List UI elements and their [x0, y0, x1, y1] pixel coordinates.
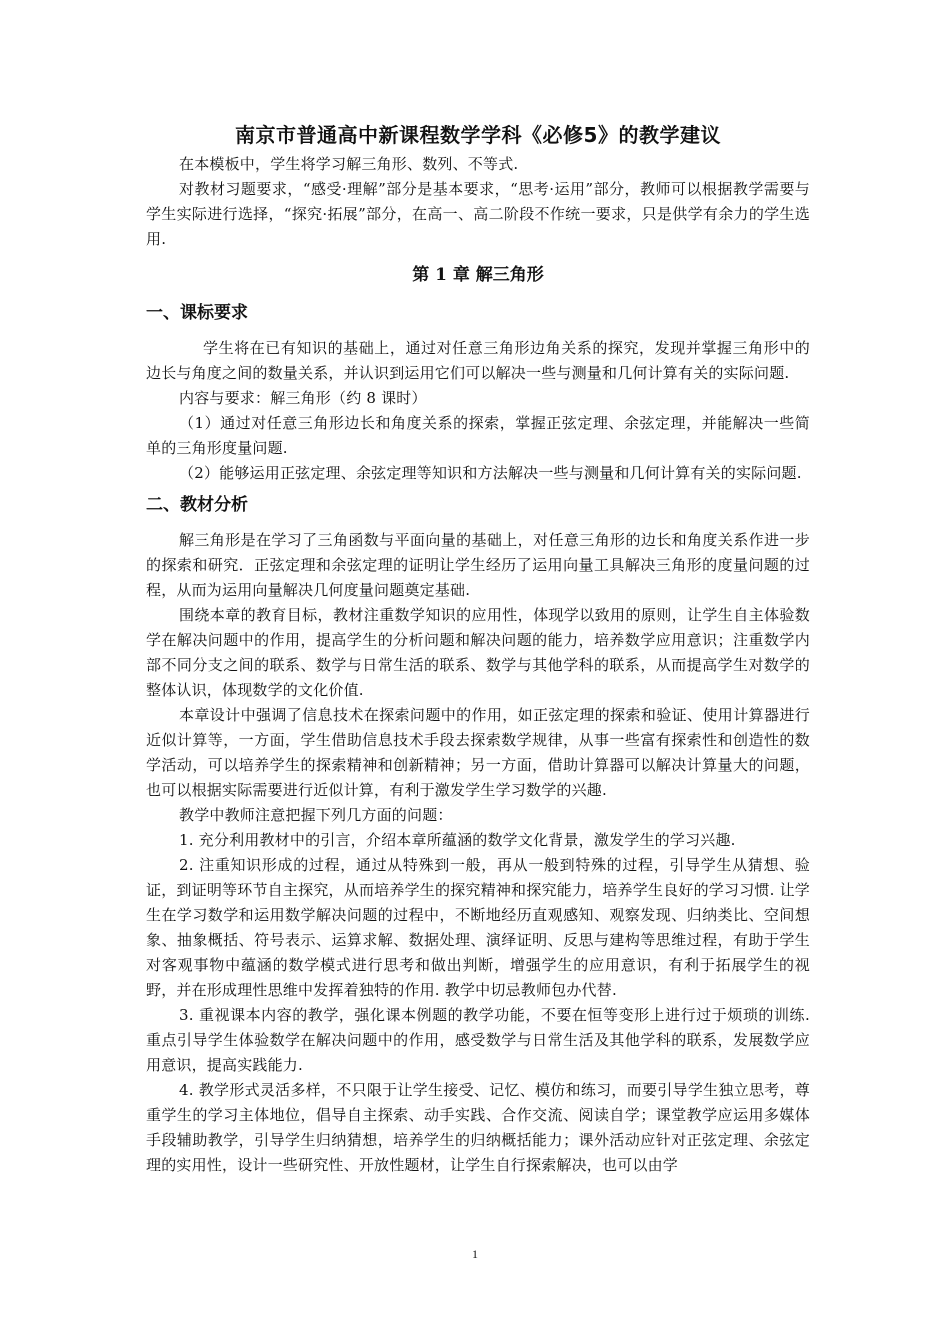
- intro-paragraph: 对教材习题要求，“感受·理解”部分是基本要求，“思考·运用”部分，教师可以根据教学需要与学生实际进行选择，“探究·拓展”部分，在高一、高二阶段不作统一要求，只是供学有余力的学生选用.: [146, 180, 810, 248]
- body-paragraph: 围绕本章的教育目标，教材注重数学知识的应用性，体现学以致用的原则，让学生自主体验数学在解决问题中的作用，提高学生的分析问题和解决问题的能力，培养数学应用意识；注重数学内部不同分支之间的联系、数学与日常生活的联系、数学与其他学科的联系，从而提高学生对数学的整体认识，体现数学的文化价值.: [146, 606, 810, 699]
- section-heading-textbook-analysis: 二、教材分析: [146, 495, 248, 515]
- body-paragraph: （2）能够运用正弦定理、余弦定理等知识和方法解决一些与测量和几何计算有关的实际问题.: [179, 464, 802, 482]
- body-paragraph: 内容与要求：解三角形（约 8 课时）: [179, 389, 427, 407]
- body-paragraph: 学生将在已有知识的基础上，通过对任意三角形边角关系的探究，发现并掌握三角形中的边长与角度之间的数量关系，并认识到运用它们可以解决一些与测量和几何计算有关的实际问题.: [146, 339, 810, 382]
- body-paragraph: 解三角形是在学习了三角函数与平面向量的基础上，对任意三角形的边长和角度关系作进一步的探索和研究．正弦定理和余弦定理的证明让学生经历了运用向量工具解决三角形的度量问题的过程，从而为运用向量解决几何度量问题奠定基础.: [146, 531, 810, 599]
- intro-paragraph: 在本模板中，学生将学习解三角形、数列、不等式.: [179, 155, 519, 173]
- body-paragraph: （1）通过对任意三角形边长和角度关系的探索，掌握正弦定理、余弦定理，并能解决一些简单的三角形度量问题.: [146, 414, 810, 457]
- list-item: 4. 教学形式灵活多样，不只限于让学生接受、记忆、模仿和练习，而要引导学生独立思考，尊重学生的学习主体地位，倡导自主探索、动手实践、合作交流、阅读自学；课堂教学应运用多媒体手段辅助教学，引导学生归纳猜想，培养学生的归纳概括能力；课外活动应针对正弦定理、余弦定理的实用性，设计一些研究性、开放性题材，让学生自行探索解决，也可以由学: [146, 1081, 810, 1174]
- list-item: 1. 充分利用教材中的引言，介绍本章所蕴涵的数学文化背景，激发学生的学习兴趣.: [179, 831, 736, 849]
- document-title: 南京市普通高中新课程数学学科《必修5》的教学建议: [235, 123, 721, 147]
- body-paragraph: 教学中教师注意把握下列几方面的问题：: [179, 806, 453, 824]
- page-number: 1: [472, 1247, 478, 1261]
- section-heading-curriculum: 一、课标要求: [146, 303, 248, 323]
- body-paragraph: 本章设计中强调了信息技术在探索问题中的作用，如正弦定理的探索和验证、使用计算器进行近似计算等，一方面，学生借助信息技术手段去探索数学规律，从事一些富有探索性和创造性的数学活动，可以培养学生的探索精神和创新精神；另一方面，借助计算器可以解决计算量大的问题，也可以根据实际需要进行近似计算，有利于激发学生学习数学的兴趣.: [146, 706, 810, 799]
- list-item: 3. 重视课本内容的教学，强化课本例题的教学功能，不要在恒等变形上进行过于烦琐的训练. 重点引导学生体验数学在解决问题中的作用，感受数学与日常生活及其他学科的联系，发展数学应用意识，提高实践能力.: [146, 1006, 810, 1074]
- chapter-title: 第 1 章 解三角形: [412, 265, 544, 285]
- document-page: [146, 118, 810, 1178]
- list-item: 2. 注重知识形成的过程，通过从特殊到一般，再从一般到特殊的过程，引导学生从猜想、验证，到证明等环节自主探究，从而培养学生的探究精神和探究能力，培养学生良好的学习习惯. 让学生在学习数学和运用数学解决问题的过程中，不断地经历直观感知、观察发现、归纳类比、空间想象、抽象概括、符号表示、运算求解、数据处理、演绎证明、反思与建构等思维过程，有助于学生对客观事物中蕴涵的数学模式进行思考和做出判断，增强学生的应用意识，有利于拓展学生的视野，并在形成理性思维中发挥着独特的作用. 教学中切忌教师包办代替.: [146, 856, 810, 999]
